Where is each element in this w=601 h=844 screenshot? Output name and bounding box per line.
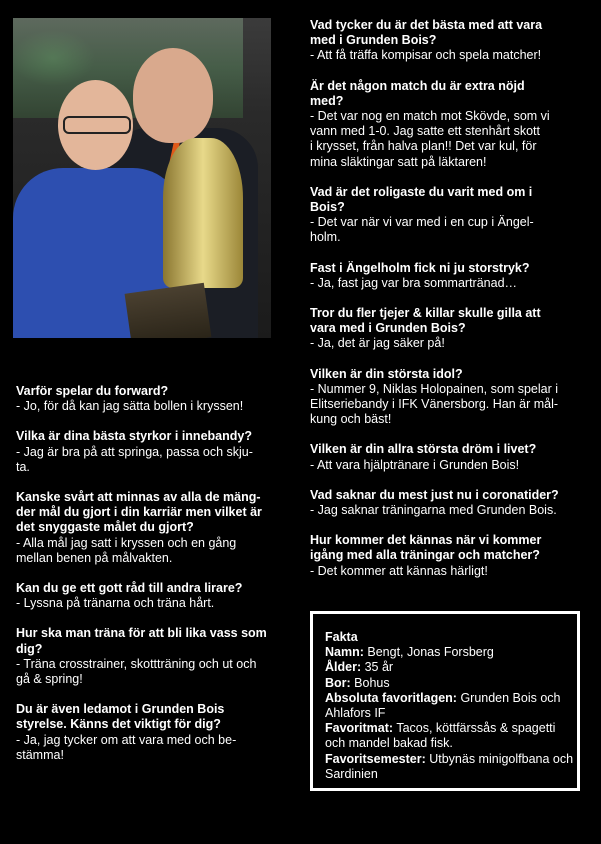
answer: - Jo, för då kan jag sätta bollen i kryssen! [16,399,244,414]
answer: - Det var nog en match mot Skövde, som vi vann med 1-0. Jag satte ett stenhårt skott i krysset, från halva plan!! Det var kul, för mina släktingar satt på läktaren! [310,109,550,169]
answer: - Alla mål jag satt i kryssen och en gång mellan benen på målvakten. [16,535,237,565]
fact-label: Absoluta favoritlagen: [325,690,457,705]
fact-value: 35 år [361,660,394,675]
question: Vad tycker du är det bästa med att vara med i Grunden Bois? [310,18,543,48]
answer: - Att få träffa kompisar och spela matcher! [310,48,542,63]
question: Hur kommer det kännas när vi kommer igång med alla träningar och matcher? [310,533,542,563]
answer: - Det kommer att kännas härligt! [310,563,488,578]
answer: - Lyssna på tränarna och träna hårt. [16,596,215,611]
question: Kan du ge ett gott råd till andra lirare? [16,581,243,596]
facts-title: Fakta [325,630,358,644]
fact-row [325,691,577,721]
qa-item [310,442,594,472]
fact-value: Bohus [350,675,390,690]
answer: - Jag saknar träningarna med Grunden Bois. [310,503,557,518]
qa-item [310,185,594,246]
fact-row [325,676,577,691]
answer: - Ja, jag tycker om att vara med och be- stämma! [16,732,237,762]
fact-row [325,721,577,751]
qa-item [16,490,278,566]
question: Hur ska man träna för att bli lika vass som dig? [16,626,267,656]
facts-box [310,611,580,791]
answer: - Nummer 9, Niklas Holopainen, som spelar i Elitseriebandy i IFK Vänersborg. Han är mål- kung och bäst! [310,381,559,427]
question: Vilka är dina bästa styrkor i innebandy? [16,429,252,444]
fact-value: Bengt, Jonas Forsberg [363,645,494,660]
left-column [16,384,278,778]
photo-man-head [133,48,213,143]
fact-label: Favoritmat: [325,721,394,736]
photo-player-with-trophy [13,18,271,338]
right-column [310,18,594,594]
qa-item [16,581,278,611]
answer: - Att vara hjälptränare i Grunden Bois! [310,457,520,472]
qa-item [310,367,594,428]
fact-value: Tacos, köttfärssås & spagetti och mandel bakad fisk. [325,721,556,751]
question: Kanske svårt att minnas av alla de mäng- der mål du gjort i din karriär men vilket är det snyggaste målet du gjort? [16,490,262,535]
question: Vad är det roligaste du varit med om i Bois? [310,184,533,215]
question: Tror du fler tjejer & killar skulle gilla att vara med i Grunden Bois? [310,306,541,336]
question: Fast i Ängelholm fick ni ju storstryk? [310,260,530,275]
qa-item [310,79,594,170]
qa-item [16,384,278,414]
fact-label: Namn: [325,645,364,660]
answer: - Ja, fast jag var bra sommartränad… [310,275,518,290]
fact-row [325,660,577,675]
answer: - Träna crosstrainer, skottträning och ut och gå & spring! [16,656,257,687]
qa-item [310,18,594,64]
fact-label: Ålder: [325,660,362,675]
fact-label: Bor: [325,675,351,690]
question: Vad saknar du mest just nu i coronatider? [310,487,559,502]
fact-value: Utbynäs minigolfbana och Sardinien [325,751,574,781]
question: Varför spelar du forward? [16,384,169,398]
fact-value: Grunden Bois och Ahlafors IF [325,690,561,721]
qa-item [16,702,278,763]
question: Är det någon match du är extra nöjd med? [310,78,525,108]
question: Du är även ledamot i Grunden Bois styrelse. Känns det viktigt för dig? [16,702,225,732]
answer: - Ja, det är jag säker på! [310,336,445,351]
qa-item [310,261,594,291]
answer: - Det var när vi var med i en cup i Ängel- holm. [310,215,534,245]
answer: - Jag är bra på att springa, passa och skju- ta. [16,444,253,474]
question: Vilken är din största idol? [310,366,463,381]
qa-item [310,533,594,579]
question: Vilken är din allra största dröm i livet? [310,442,537,457]
qa-item [310,306,594,352]
photo-trophy [163,138,243,288]
fact-row [325,645,577,660]
photo-trophy-base [125,283,212,338]
qa-item [16,626,278,687]
fact-row [325,752,577,782]
qa-item [16,429,278,475]
qa-item [310,488,594,518]
photo-glasses [63,116,131,134]
fact-label: Favoritsemester: [325,751,426,766]
